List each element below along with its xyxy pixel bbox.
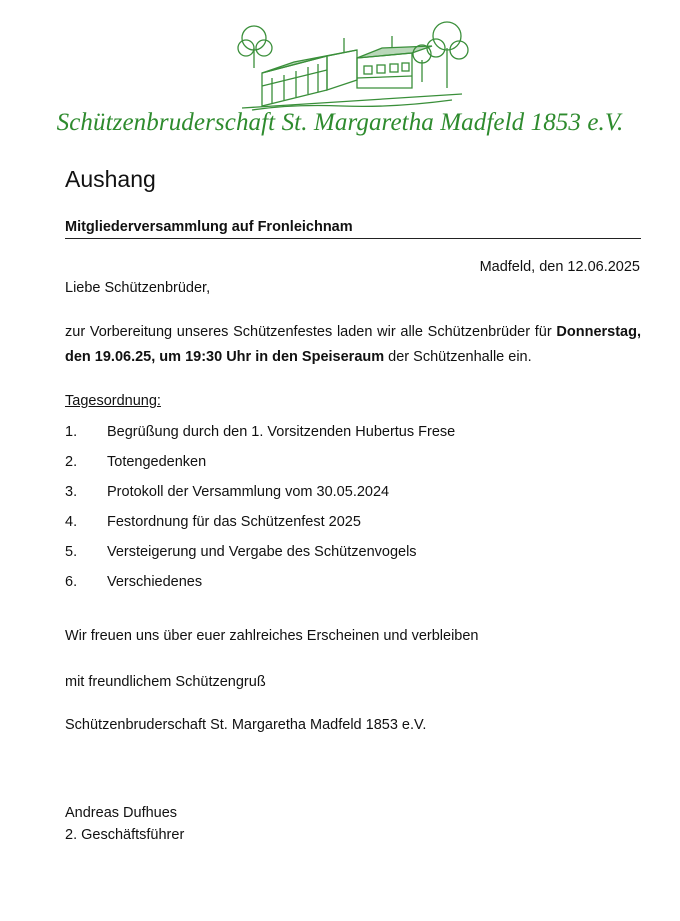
- invitation-paragraph: [65, 320, 641, 370]
- agenda-item: [65, 484, 641, 514]
- organization-title: Schützenbruderschaft St. Margaretha Madfeld 1853 e.V.: [56, 109, 624, 136]
- signer-name: Andreas Dufhues: [65, 805, 178, 821]
- shooting-hall-logo: [232, 18, 472, 112]
- tree-icon: [238, 26, 272, 68]
- agenda-item-number: 1.: [65, 424, 78, 440]
- tree-icon: [413, 22, 468, 88]
- agenda-item: [65, 574, 641, 604]
- agenda-item-number: 2.: [65, 454, 78, 470]
- organization-signoff: Schützenbruderschaft St. Margaretha Madfeld 1853 e.V.: [65, 717, 427, 733]
- agenda-item-number: 6.: [65, 574, 78, 590]
- agenda-item-text: Protokoll der Versammlung vom 30.05.2024: [107, 484, 390, 500]
- place-date: Madfeld, den 12.06.2025: [479, 259, 640, 275]
- agenda-item: [65, 514, 641, 544]
- agenda-list: [65, 424, 641, 604]
- invitation-end: der Schützenhalle ein.: [384, 349, 532, 365]
- document-title: Aushang: [65, 166, 156, 192]
- meeting-datetime: Donnerstag, den 19.06.25, um 19:30 Uhr in den Speiseraum: [65, 324, 641, 365]
- agenda-item: [65, 424, 641, 454]
- agenda-item: [65, 544, 641, 574]
- agenda-item-number: 5.: [65, 544, 78, 560]
- invitation-intro: zur Vorbereitung unseres Schützenfestes laden wir alle Schützenbrüder für: [65, 324, 552, 340]
- agenda-item-number: 3.: [65, 484, 78, 500]
- agenda-item-number: 4.: [65, 514, 78, 530]
- agenda-item-text: Verschiedenes: [107, 574, 203, 590]
- subject-line: Mitgliederversammlung auf Fronleichnam: [65, 219, 641, 239]
- agenda-item: [65, 454, 641, 484]
- closing-line: Wir freuen uns über euer zahlreiches Erscheinen und verbleiben: [65, 628, 479, 644]
- signer-role: 2. Geschäftsführer: [65, 827, 185, 843]
- agenda-item-text: Versteigerung und Vergabe des Schützenvogels: [107, 544, 417, 560]
- greeting: Liebe Schützenbrüder,: [65, 280, 211, 296]
- agenda-heading: Tagesordnung:: [65, 393, 161, 409]
- agenda-item-text: Festordnung für das Schützenfest 2025: [107, 514, 361, 530]
- regards-line: mit freundlichem Schützengruß: [65, 674, 266, 690]
- agenda-item-text: Totengedenken: [107, 454, 207, 470]
- agenda-item-text: Begrüßung durch den 1. Vorsitzenden Hubertus Frese: [107, 424, 456, 440]
